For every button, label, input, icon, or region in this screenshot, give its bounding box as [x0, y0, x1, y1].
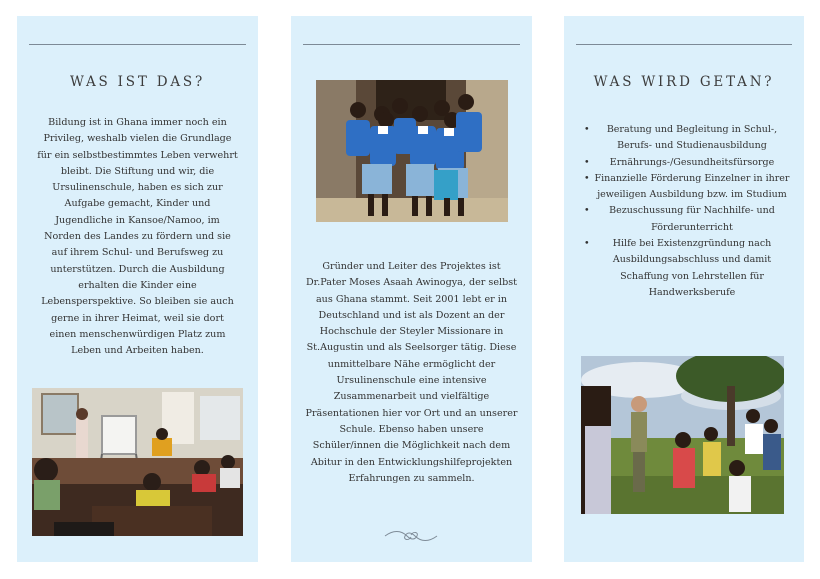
top-rule — [576, 44, 792, 45]
top-rule — [303, 44, 520, 45]
intro-paragraph: Bildung ist in Ghana immer noch ein Privileg, weshalb vielen die Grundlage für ein selbstbestimmtes Leben verwehrt bleibt. Die Stiftung und wir, die Ursulinenschule, haben es sich zur Aufgabe gemacht, Kinder und Jugendliche in Kansoe/Namoo, im Norden des Landes zu fördern und sie auf ihrem Schul- und Berufsweg zu unterstützen. Durch die Ausbildung erhalten die Kinder eine Lebensperspektive. So bleiben sie auch gerne in ihrer Heimat, weil sie dort einen menschenwürdigen Platz zum Leben und Arbeiten haben. — [37, 117, 238, 357]
bullet-icon: • — [584, 156, 590, 168]
panel-heading: WAS IST DAS? — [69, 74, 206, 90]
list-item: • Ernährungs-/Gesundheitsfürsorge — [580, 155, 790, 171]
children-playing-photo — [581, 356, 784, 514]
bullet-icon: • — [584, 205, 590, 217]
founder-paragraph: Gründer und Leiter des Projektes ist Dr.Pater Moses Asaah Awinogya, der selbst aus Ghana stammt. Seit 2001 lebt er in Deutschland und ist als Dozent an der Hochschule der Steyler Missionare in St.Augustin und als Seelsorger tätig. Diese unmittelbare Nähe ermöglicht der Ursulinenschule eine intensive Zusammenarbeit und vielfältige Präsentationen hier vor Ort und an unserer Schule. Ebenso haben unsere Schüler/innen die Möglichkeit nach dem Abitur in den Entwicklungshilfeprojekten Erfahrungen zu sammeln. — [305, 261, 518, 484]
measures-list — [580, 122, 790, 301]
list-item: • Finanzielle Förderung Einzelner in ihrer jeweiligen Ausbildung bzw. im Studium — [584, 172, 790, 201]
bullet-icon: • — [584, 238, 590, 250]
flourish-ornament-icon — [383, 528, 439, 544]
middle-panel — [291, 16, 532, 562]
list-item: • Bezuschussung für Nachhilfe- und Förderunterricht — [584, 205, 775, 233]
bullet-icon: • — [584, 172, 590, 184]
bullet-icon: • — [584, 124, 590, 135]
top-rule — [29, 44, 246, 45]
left-panel — [17, 16, 258, 562]
students-photo — [316, 80, 508, 222]
list-item: • Hilfe bei Existenzgründung nach Ausbildungsabschluss und damit Schaffung von Lehrstellen für Handwerksberufe — [584, 238, 772, 298]
right-panel — [564, 16, 804, 562]
classroom-photo — [32, 388, 243, 536]
list-item: • Beratung und Begleitung in Schul-, Berufs- und Studienausbildung — [584, 124, 778, 152]
panel-heading: WAS WIRD GETAN? — [593, 74, 775, 90]
